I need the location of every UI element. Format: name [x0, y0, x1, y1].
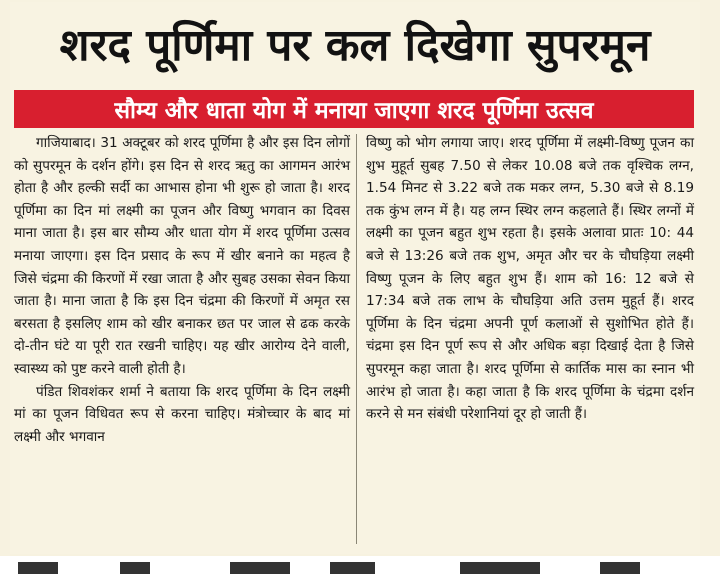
- cut-off-text-fragment: [600, 562, 640, 574]
- cut-off-text-fragment: [330, 562, 375, 574]
- paragraph: पंडित शिवशंकर शर्मा ने बताया कि शरद पूर्णिमा के दिन लक्ष्मी मां का पूजन विधिवत रूप से करना चाहिए। मंत्रोच्चार के बाद मां लक्ष्मी और भगवान: [14, 383, 350, 445]
- headline: शरद पूर्णिमा पर कल दिखेगा सुपरमून: [59, 20, 651, 71]
- cut-off-text-fragment: [460, 562, 540, 574]
- newspaper-clipping: [10, 2, 700, 554]
- column-divider: [356, 134, 357, 544]
- cut-off-text-fragment: [120, 562, 150, 574]
- next-article-edge: [0, 556, 720, 574]
- sub-headline-banner: सौम्य और धाता योग में मनाया जाएगा शरद पूर्णिमा उत्सव: [14, 90, 694, 128]
- cut-off-text-fragment: [18, 562, 58, 574]
- article-column-left: [14, 132, 350, 552]
- paragraph: गाजियाबाद। 31 अक्टूबर को शरद पूर्णिमा है और इस दिन लोगों को सुपरमून के दर्शन होंगे। इस दिन से शरद ऋतु का आगमन आरंभ होता है और हल्की सर्दी का आभास होना भी शुरू हो जाता है। शरद पूर्णिमा का दिन मां लक्ष्मी का पूजन और विष्णु भगवान का दिवस माना जाता है। इस बार सौम्य और धाता योग में शरद पूर्णिमा उत्सव मनाया जाएगा। इस दिन प्रसाद के रूप में खीर बनाने का महत्व है जिसे चंद्रमा की किरणों में रखा जाता है और सुबह उसका सेवन किया जाता है। माना जाता है कि इस दिन चंद्रमा की किरणों में अमृत रस बरसता है इसलिए शाम को खीर बनाकर छत पर जाल से ढक करके दो-तीन घंटे या पूरी रात रखनी चाहिए। यह खीर आरोग्य देने वाली, स्वास्थ्य को पुष्ट करने वाली होती है।: [14, 135, 350, 377]
- article-column-right: [366, 132, 694, 552]
- cut-off-text-fragment: [230, 562, 290, 574]
- paragraph: विष्णु को भोग लगाया जाए। शरद पूर्णिमा में लक्ष्मी-विष्णु पूजन का शुभ मुहूर्त सुबह 7.50 से लेकर 10.08 बजे तक वृश्चिक लग्न, 1.54 मिनट से 3.22 बजे तक मकर लग्न, 5.30 बजे से 8.19 तक कुंभ लग्न में है। यह लग्न स्थिर लग्न कहलाते हैं। स्थिर लग्नों में लक्ष्मी का पूजन बहुत शुभ रहता है। इसके अलावा प्रातः 10: 44 बजे से 13:26 बजे तक शुभ, अमृत और चर के चौघड़िया लक्ष्मी विष्णु पूजन के लिए बहुत शुभ हैं। शाम को 16: 12 बजे से 17:34 बजे तक लाभ के चौघड़िया अति उत्तम मुहूर्त हैं। शरद पूर्णिमा के दिन चंद्रमा अपनी पूर्ण कलाओं से सुशोभित होते हैं। चंद्रमा इस दिन पूर्ण रूप से और अधिक बड़ा दिखाई देता है जिसे सुपरमून कहा जाता है। शरद पूर्णिमा से कार्तिक मास का स्नान भी आरंभ हो जाता है। कहा जाता है कि शरद पूर्णिमा के चंद्रमा दर्शन करने से मन संबंधी परेशानियां दूर हो जाती हैं।: [366, 135, 694, 423]
